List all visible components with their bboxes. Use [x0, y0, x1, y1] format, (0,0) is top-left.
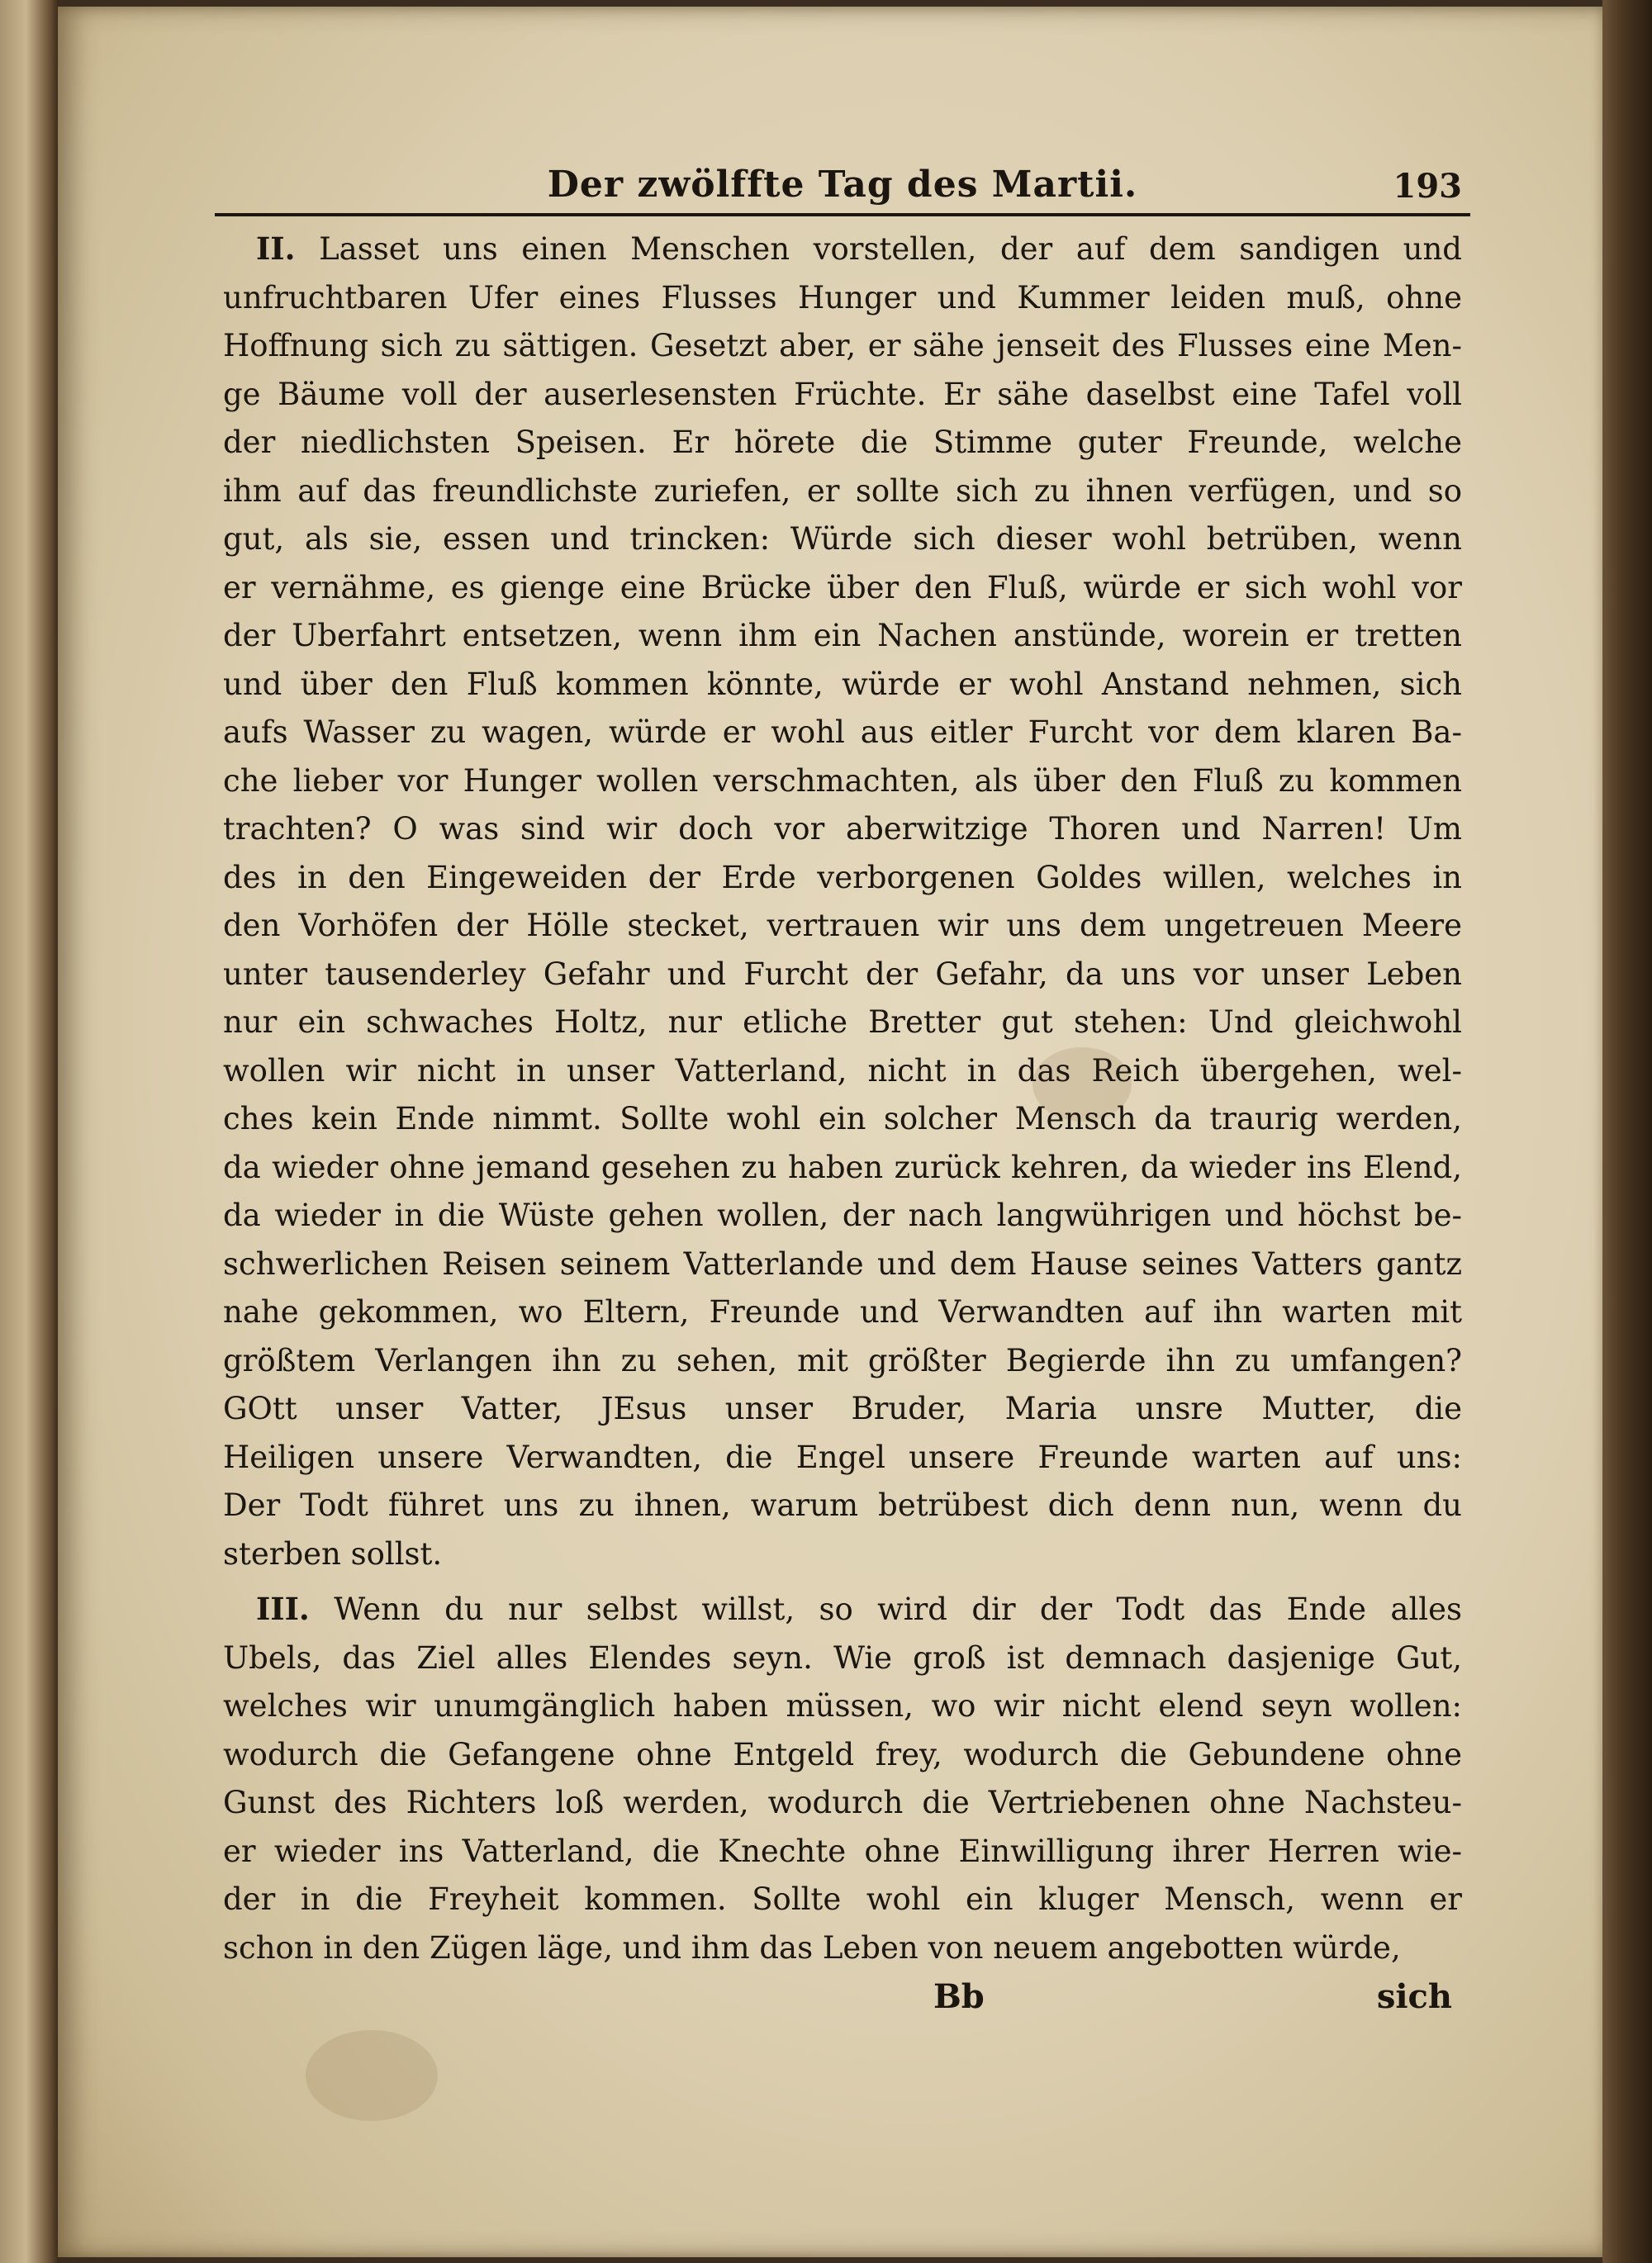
line-text: Wenn du nur selbst willst, so wird dir der Todt das Ende alles: [334, 1592, 1462, 1627]
line-text: welches wir unumgänglich haben müssen, wo wir nicht elend seyn wollen:: [223, 1688, 1462, 1724]
line-text: GOtt unser Vatter, JEsus unser Bruder, Maria unsre Mutter, die: [223, 1391, 1462, 1426]
text-line: [223, 1731, 1462, 1780]
line-text: da wieder in die Wüste gehen wollen, der nach langwührigen und höchst be-: [223, 1198, 1462, 1233]
line-text: ge Bäume voll der auserlesensten Früchte. Er sähe daselbst eine Tafel voll: [223, 376, 1462, 412]
text-line: [223, 1779, 1462, 1828]
line-text: er vernähme, es gienge eine Brücke über den Fluß, würde er sich wohl vor: [223, 569, 1462, 605]
line-text: nur ein schwaches Holtz, nur etliche Bretter gut stehen: Und gleichwohl: [223, 1004, 1462, 1040]
line-text: unter tausenderley Gefahr und Furcht der Gefahr, da uns vor unser Leben: [223, 956, 1462, 992]
text-line: [223, 1337, 1462, 1386]
paper-stain: [306, 2030, 438, 2121]
line-text: nahe gekommen, wo Eltern, Freunde und Verwandten auf ihn warten mit: [223, 1294, 1462, 1330]
signature-mark: Bb: [933, 1977, 985, 2016]
text-line: [223, 1634, 1462, 1683]
line-text: der in die Freyheit kommen. Sollte wohl ein kluger Mensch, wenn er: [223, 1881, 1462, 1917]
text-line: [223, 612, 1462, 661]
text-line: [223, 902, 1462, 951]
line-text: Hoffnung sich zu sättigen. Gesetzt aber, er sähe jenseit des Flusses eine Men-: [223, 328, 1462, 363]
catchword: sich: [1376, 1977, 1452, 2016]
line-text: Der Todt führet uns zu ihnen, warum betrübest dich denn nun, wenn du: [223, 1487, 1462, 1523]
line-text: der niedlichsten Speisen. Er hörete die Stimme guter Freunde, welche: [223, 425, 1462, 460]
text-line: [223, 419, 1462, 467]
paragraph-ii: [223, 225, 1462, 1578]
text-line: [223, 1482, 1462, 1530]
text-line: [223, 1241, 1462, 1289]
text-line: [223, 322, 1462, 371]
text-line: [223, 1192, 1462, 1241]
text-block: [223, 164, 1462, 2027]
text-line: [223, 1682, 1462, 1731]
text-line: [223, 854, 1462, 903]
line-text: schwerlichen Reisen seinem Vatterlande und dem Hause seines Vatters gantz: [223, 1245, 1462, 1282]
text-line: [223, 274, 1462, 323]
book-edge: [1602, 0, 1652, 2263]
line-text: aufs Wasser zu wagen, würde er wohl aus eitler Furcht vor dem klaren Ba-: [223, 714, 1462, 750]
line-text: er wieder ins Vatterland, die Knechte ohne Einwilligung ihrer Herren wie-: [223, 1833, 1462, 1869]
text-line: [223, 1828, 1462, 1876]
line-text: gut, als sie, essen und trincken: Würde sich dieser wohl betrüben, wenn: [223, 521, 1462, 557]
text-line: [223, 951, 1462, 999]
line-text: Gunst des Richters loß werden, wodurch die Vertriebenen ohne Nachsteu-: [223, 1785, 1462, 1820]
text-line: [223, 371, 1462, 420]
text-line: [223, 1530, 1462, 1579]
text-line: [223, 515, 1462, 564]
text-line: [223, 1585, 1462, 1634]
line-text: Ubels, das Ziel alles Elendes seyn. Wie groß ist demnach dasjenige Gut,: [223, 1639, 1462, 1676]
line-text: unfruchtbaren Ufer eines Flusses Hunger und Kummer leiden muß, ohne: [223, 279, 1462, 315]
text-line: [223, 1095, 1462, 1144]
text-line: [223, 564, 1462, 613]
line-text: wollen wir nicht in unser Vatterland, nicht in das Reich übergehen, wel-: [223, 1052, 1462, 1089]
text-line: [223, 999, 1462, 1047]
book-page: [58, 7, 1607, 2257]
line-text: Heiligen unsere Verwandten, die Engel unsere Freunde warten auf uns:: [223, 1439, 1462, 1475]
facing-page-edge: [0, 0, 58, 2263]
line-text: und über den Fluß kommen könnte, würde er wohl Anstand nehmen, sich: [223, 666, 1462, 702]
text-line: [223, 1047, 1462, 1096]
text-line: [223, 467, 1462, 516]
page-number: 193: [1393, 167, 1462, 206]
line-text: ches kein Ende nimmt. Sollte wohl ein solcher Mensch da traurig werden,: [223, 1101, 1462, 1136]
text-line: [223, 661, 1462, 709]
line-text: trachten? O was sind wir doch vor aberwitzige Thoren und Narren! Um: [223, 811, 1462, 847]
text-line: [223, 1288, 1462, 1337]
line-text: größtem Verlangen ihn zu sehen, mit größter Begierde ihn zu umfangen?: [223, 1342, 1462, 1378]
text-line: [223, 1385, 1462, 1434]
running-title: Der zwölffte Tag des Martii.: [547, 164, 1138, 206]
running-head: [223, 164, 1462, 213]
line-text: der Uberfahrt entsetzen, wenn ihm ein Nachen anstünde, worein er tretten: [223, 618, 1462, 653]
text-line: [223, 709, 1462, 757]
line-text: ihm auf das freundlichste zuriefen, er sollte sich zu ihnen verfügen, und so: [223, 472, 1462, 509]
text-line: [223, 757, 1462, 806]
header-rule: [215, 213, 1470, 216]
line-text: da wieder ohne jemand gesehen zu haben zurück kehren, da wieder ins Elend,: [223, 1149, 1462, 1185]
text-line: [223, 1876, 1462, 1924]
line-text: sterben sollst.: [223, 1535, 443, 1572]
line-text: schon in den Zügen läge, und ihm das Leben von neuem angebotten würde,: [223, 1929, 1401, 1966]
text-line: [223, 805, 1462, 854]
section-numeral: III.: [256, 1591, 310, 1627]
line-text: wodurch die Gefangene ohne Entgeld frey, wodurch die Gebundene ohne: [223, 1736, 1462, 1772]
line-text: den Vorhöfen der Hölle stecket, vertrauen wir uns dem ungetreuen Meere: [223, 908, 1462, 943]
section-numeral: II.: [256, 230, 296, 267]
text-line: [223, 1144, 1462, 1193]
page-footer: [223, 1977, 1462, 2027]
text-line: [223, 1434, 1462, 1483]
line-text: Lasset uns einen Menschen vorstellen, der auf dem sandigen und: [319, 231, 1462, 267]
line-text: des in den Eingeweiden der Erde verborgenen Goldes willen, welches in: [223, 859, 1462, 895]
line-text: che lieber vor Hunger wollen verschmachten, als über den Fluß zu kommen: [223, 762, 1462, 799]
text-line: [223, 1924, 1462, 1973]
paragraph-iii: [223, 1585, 1462, 1972]
text-line: [223, 225, 1462, 274]
